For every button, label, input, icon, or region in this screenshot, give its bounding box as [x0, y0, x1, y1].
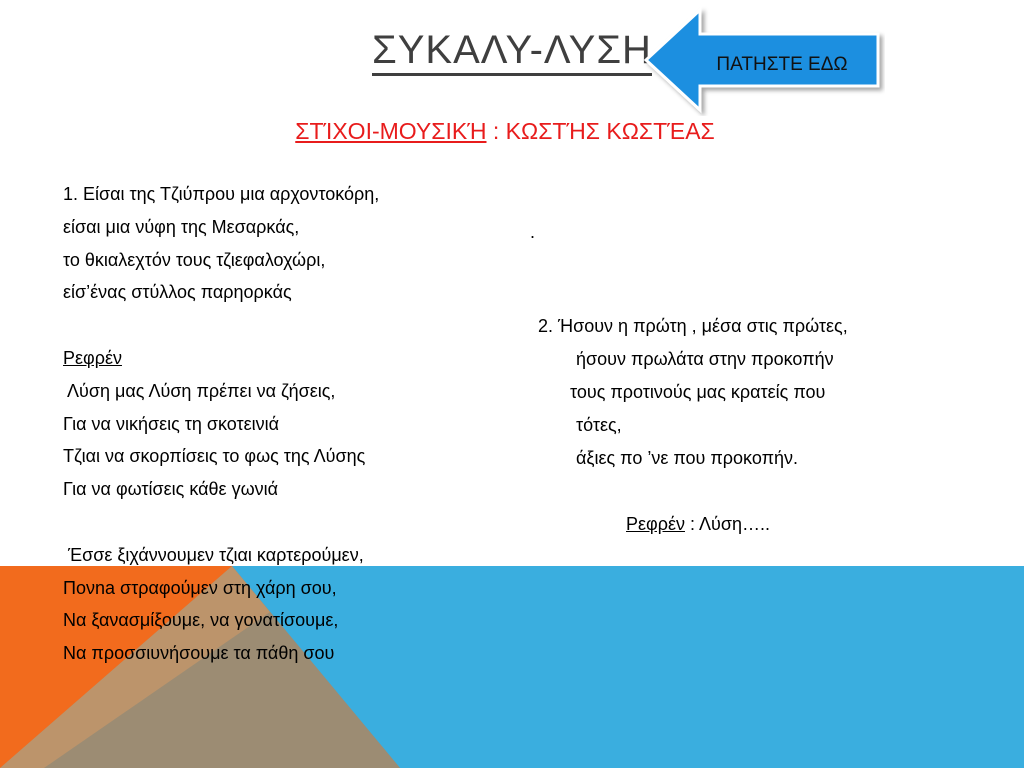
lyric-line: Να ξανασμίξουμε, να γονατίσουμε,: [63, 610, 339, 631]
lyric-line: το θκιαλεχτόν τους τζιεφαλοχώρι,: [63, 249, 326, 270]
stanza-gap: [63, 309, 513, 342]
lyric-line: τους προτινούς μας κρατείς που: [570, 382, 826, 402]
lyric-line: Να προσσιυνήσουμε τα πάθη σου: [63, 643, 335, 664]
lyric-line: Για να φωτίσεις κάθε γωνιά: [63, 479, 279, 500]
subtitle-lyrics-music: ΣΤΊΧΟΙ-ΜΟΥΣΙΚΉ: [295, 118, 487, 144]
subtitle: [0, 118, 1010, 145]
chorus-suffix: : Λύση…..: [684, 513, 770, 534]
slide-title: ΣΥΚΑΛΥ-ΛΥΣΗ: [372, 28, 652, 76]
lyric-line: 1. Είσαι της Τζιύπρου μια αρχοντοκόρη,: [63, 184, 380, 204]
callout-button-label[interactable]: ΠΑΤΗΣΤΕ ΕΔΩ: [716, 54, 848, 75]
right-chorus-line: [548, 508, 848, 541]
lyric-line: Πονna στραφούμεν στη χάρη σου,: [63, 577, 337, 598]
stanza-gap: [63, 506, 513, 539]
lyric-line: άξιες πο ’νε που προκοπήν.: [576, 448, 799, 468]
lyric-line: Έσσε ξιχάννουμεν τζιαι καρτερούμεν,: [63, 544, 364, 565]
right-lyrics-column: [538, 310, 958, 541]
chorus-label: Ρεφρέν: [626, 513, 685, 534]
callout-arrow-button[interactable]: [640, 6, 885, 116]
lyric-line: Για να νικήσεις τη σκοτεινιά: [63, 413, 280, 434]
stanza-gap: [538, 475, 958, 508]
left-lyrics-column: [63, 178, 513, 670]
lyric-line: ήσουν πρωλάτα στην προκοπήν: [576, 349, 834, 369]
lyric-line: είσ’ένας στύλλος παρηορκάς: [63, 282, 292, 303]
lyric-line: 2. Ήσουν η πρώτη , μέσα στις πρώτες,: [538, 316, 848, 336]
lyric-line: τότες,: [576, 415, 622, 435]
lyric-line: Λύση μας Λύση πρέπει να ζήσεις,: [63, 380, 336, 401]
chorus-label: Ρεφρέν: [63, 347, 122, 368]
subtitle-author: : ΚΩΣΤΉΣ ΚΩΣΤΈΑΣ: [486, 118, 715, 144]
bullet-dot: .: [530, 222, 536, 242]
lyric-line: είσαι μια νύφη της Μεσαρκάς,: [63, 216, 300, 237]
lyric-line: Τζιαι να σκορπίσεις το φως της Λύσης: [63, 446, 366, 467]
